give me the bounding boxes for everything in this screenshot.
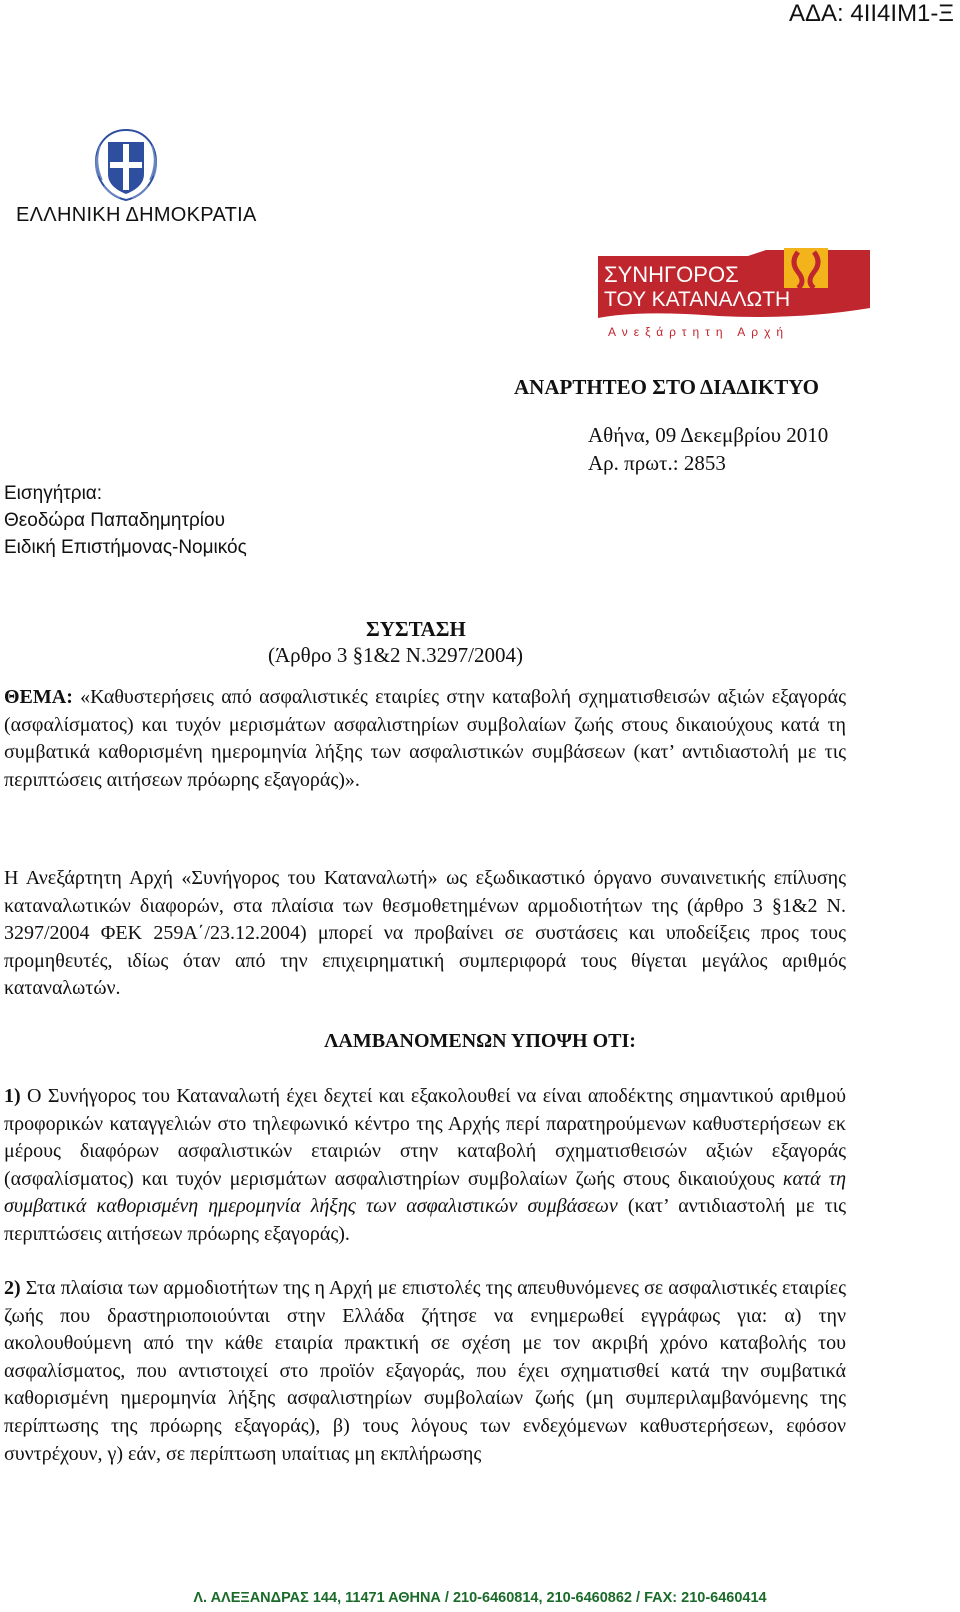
- ada-code: ΑΔΑ: 4ΙΙ4ΙΜ1-Ξ: [788, 0, 954, 27]
- rapporteur-name: Θεοδώρα Παπαδημητρίου: [4, 510, 225, 531]
- place-date: Αθήνα, 09 Δεκεμβρίου 2010: [588, 423, 829, 447]
- consumer-ombudsman-logo: [598, 248, 870, 344]
- legal-article: (Άρθρο 3 §1&2 Ν.3297/2004): [268, 643, 524, 667]
- point-2-paragraph: [4, 1275, 846, 1468]
- considering-heading: ΛΑΜΒΑΝΟΜΕΝΩΝ ΥΠΟΨΗ ΟΤΙ:: [324, 1030, 636, 1052]
- republic-heading: ΕΛΛΗΝΙΚΗ ΔΗΜΟΚΡΑΤΙΑ: [16, 204, 257, 226]
- intro-paragraph: Η Ανεξάρτητη Αρχή «Συνήγορος του Καταναλωτή» ως εξωδικαστικό όργανο συναινετικής επίλυσης καταναλωτικών διαφορών, στα πλαίσια των θεσμοθετημένων αρμοδιοτήτων της (άρθρο 3 §1&2 Ν. 3297/2004 ΦΕΚ 259Α΄/23.12.2004) μπορεί να προβαίνει σε συστάσεις και υποδείξεις προς τους προμηθευτές, ιδίως όταν από την επιχειρηματική συμπεριφορά τους θίγεται μεγάλος αριθμός καταναλωτών.: [4, 867, 846, 1000]
- subject-text: «Καθυστερήσεις από ασφαλιστικές εταιρίες στην καταβολή σχηματισθεισών αξιών εξαγοράς (ασφαλίσματος) και τυχόν μερισμάτων ασφαλιστηρίων συμβολαίων ζωής στους δικαιούχους κατά τη συμβατικά καθορισμένη ημερομηνία λήξης των ασφαλιστικών συμβάσεων (κατ’ αντιδιαστολή με τις περιπτώσεις αιτήσεων πρόωρης εξαγοράς)».: [4, 686, 846, 791]
- logo-line2: ΤΟΥ ΚΑΤΑΝΑΛΩΤΗ: [604, 288, 791, 311]
- point-2-number: 2): [4, 1277, 21, 1299]
- point-1-text-a: Ο Συνήγορος του Καταναλωτή έχει δεχτεί και εξακολουθεί να είναι αποδέκτης σημαντικού αριθμού προφορικών καταγγελιών στο τηλεφωνικό κέντρο της Αρχής περί παρατηρούμενων καθυστερήσεων εκ μέρους διαφόρων ασφαλιστικών εταιριών στην καταβολή σχηματισθεισών αξιών εξαγοράς (ασφαλίσματος) και τυχόν μερισμάτων ασφαλιστηρίων συμβολαίων ζωής στους δικαιούχους: [4, 1085, 846, 1190]
- online-notice: ΑΝΑΡΤΗΤΕΟ ΣΤΟ ΔΙΑΔΙΚΤΥΟ: [514, 375, 819, 399]
- rapporteur-title: Ειδική Επιστήμονας-Νομικός: [4, 537, 247, 558]
- point-2-text: Στα πλαίσια των αρμοδιοτήτων της η Αρχή με επιστολές της απευθυνόμενες σε ασφαλιστικές εταιρίες ζωής που δραστηριοποιούνται στην Ελλάδα ζήτησε να ενημερωθεί εγγράφως για: α) την ακολουθούμενη από την κάθε εταιρία πρακτική σε σχέση με τον ακριβή χρόνο καταβολής του ασφαλίσματος, που αντιστοιχεί στο προϊόν εξαγοράς, που έχει σχηματισθεί κατά την συμβατικά καθορισμένη ημερομηνία λήξης ασφαλιστηρίων συμβολαίων ζωής (μη συμπεριλαμβανόμενης της περίπτωσης της πρόωρης εξαγοράς), β) τους λόγους των ενδεχόμενων καθυστερήσεων, εφόσον συντρέχουν, γ) εάν, σε περίπτωση υπαίτιας μη εκπλήρωσης: [4, 1277, 846, 1465]
- logo-line1: ΣΥΝΗΓΟΡΟΣ: [604, 262, 739, 287]
- protocol-number: Αρ. πρωτ.: 2853: [588, 451, 726, 475]
- rapporteur-label: Εισηγήτρια:: [4, 483, 103, 504]
- point-1-paragraph: [4, 1083, 846, 1249]
- greek-emblem-icon: [86, 124, 166, 204]
- logo-tagline: Ανεξάρτητη Αρχή: [608, 325, 790, 339]
- rapporteur-block: [4, 480, 247, 561]
- point-1-italic: κατά τη συμβατικά καθορισμένη ημερομηνία λήξης των ασφαλιστικών συμβάσεων: [4, 1167, 846, 1218]
- document-title: ΣΥΣΤΑΣΗ: [366, 617, 466, 641]
- footer-address: Λ. ΑΛΕΞΑΝΔΡΑΣ 144, 11471 ΑΘΗΝΑ / 210-6460814, 210-6460862 / FAX: 210-6460414: [193, 1590, 767, 1606]
- point-1-text-b: (κατ’ αντιδιαστολή με τις περιπτώσεις αιτήσεων πρόωρης εξαγοράς).: [4, 1195, 847, 1245]
- subject-label: ΘΕΜΑ:: [4, 686, 73, 708]
- point-1-number: 1): [4, 1085, 21, 1107]
- subject-paragraph: [4, 684, 846, 794]
- place-date-block: [588, 421, 828, 477]
